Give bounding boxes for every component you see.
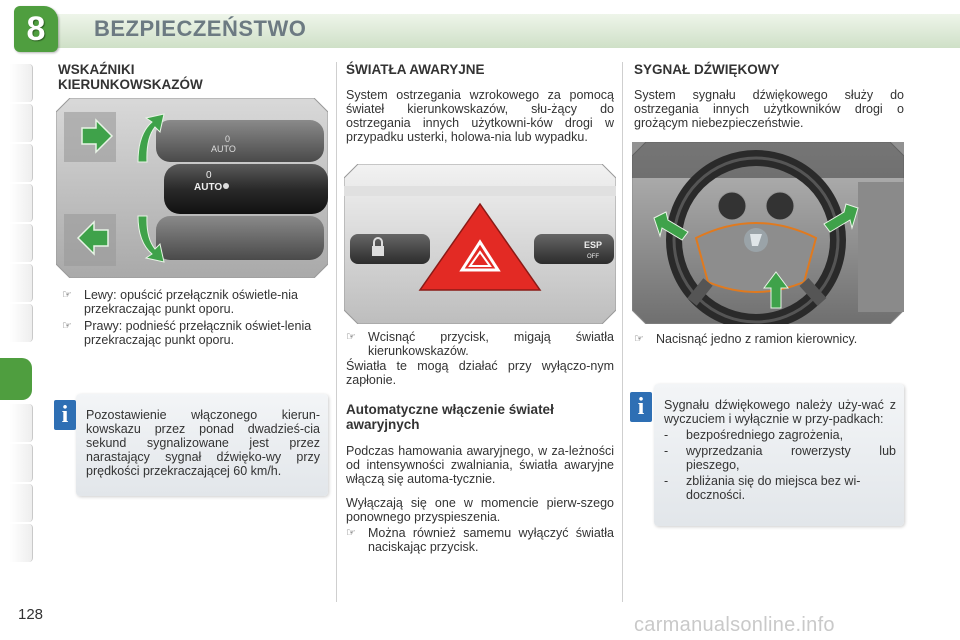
bullet-text: Lewy: opuścić przełącznik oświetle-nia przekraczając punkt oporu. <box>84 288 298 316</box>
list-item <box>664 428 896 442</box>
column-divider <box>622 62 623 602</box>
turn-signals-bullets <box>62 288 328 347</box>
list-item <box>664 474 896 502</box>
side-tab[interactable] <box>10 144 33 182</box>
pointing-hand-icon: ☞ <box>346 331 356 343</box>
chapter-number: 8 <box>26 9 46 48</box>
side-tab[interactable] <box>10 224 33 262</box>
bullet-text: Prawy: podnieść przełącznik oświet-lenia przekraczając punkt oporu. <box>84 319 312 347</box>
bullet-text: Nacisnąć jedno z ramion kierownicy. <box>656 332 858 346</box>
esp-label: ESP <box>584 240 603 250</box>
side-tab[interactable] <box>10 304 33 342</box>
turn-signals-heading-line2: KIERUNKOWSKAZÓW <box>58 77 203 92</box>
list-item <box>634 332 906 346</box>
chapter-badge <box>14 6 58 52</box>
hazard-note: Światła te mogą działać przy wyłączo-nym zapłonie. <box>346 359 614 387</box>
list-item <box>664 444 896 472</box>
column-divider <box>336 62 337 602</box>
side-tab[interactable] <box>10 484 33 522</box>
side-tab-active[interactable] <box>0 358 32 400</box>
label-auto-main: AUTO <box>194 182 223 193</box>
hazard-illustration-svg <box>344 164 616 324</box>
watermark: carmanualsonline.info <box>634 614 835 636</box>
side-tab[interactable] <box>10 184 33 222</box>
label-auto-upper: AUTO <box>211 144 236 154</box>
list-item <box>62 288 328 316</box>
info-item-text: wyprzedzania rowerzysty lub pieszego, <box>686 444 896 472</box>
info-box <box>76 394 328 496</box>
steering-wheel-illustration <box>632 142 904 324</box>
hazard-illustration <box>344 164 616 324</box>
side-tab[interactable] <box>10 404 33 442</box>
dash-marker: - <box>664 474 669 488</box>
side-tab[interactable] <box>10 64 33 102</box>
info-icon: i <box>54 400 76 430</box>
hazard-intro: System ostrzegania wzrokowego za pomocą świateł kierunkowskazów, słu-żący do ostrzegania innych użytkowni-ków drogi w przypadku usterki, holowa-nia lub wypadku. <box>346 88 614 144</box>
pointing-hand-icon: ☞ <box>62 320 72 332</box>
auto-hazard-heading <box>346 402 618 432</box>
list-item <box>62 319 328 347</box>
auto-hazard-p1: Podczas hamowania awaryjnego, w za-leżności od intensywności zwalniania, światła awaryjne włączą się automa-tycznie. <box>346 444 614 486</box>
auto-hazard-heading-line1: Automatyczne włączenie świateł <box>346 402 554 417</box>
info-box-content <box>654 384 904 502</box>
label-zero-upper: 0 <box>225 134 231 144</box>
horn-intro: System sygnału dźwiękowego służy do ostrzegania innych użytkowników drogi o grożącym niebezpieczeństwie. <box>634 88 904 130</box>
steering-wheel-svg <box>632 142 904 324</box>
side-tab[interactable] <box>10 264 33 302</box>
pointing-hand-icon: ☞ <box>346 527 356 539</box>
page-number: 128 <box>18 606 44 623</box>
horn-bullet <box>634 332 906 346</box>
stalk-illustration <box>56 98 328 278</box>
dash-marker: - <box>664 428 669 442</box>
list-item <box>346 330 614 358</box>
info-item-text: zbliżania się do miejsca bez wi-doczności. <box>686 474 861 502</box>
dash-marker: - <box>664 444 669 458</box>
side-tab[interactable] <box>10 104 33 142</box>
side-tab[interactable] <box>10 524 33 562</box>
bullet-text: Wcisnąć przycisk, migają światła kierunkowskazów. <box>368 330 614 358</box>
info-icon: i <box>630 392 652 422</box>
bullet-text: Można również samemu wyłączyć światła naciskając przycisk. <box>368 526 614 554</box>
label-zero-main: 0 <box>206 170 212 181</box>
auto-hazard-p2: Wyłączają się one w momencie pierw-szego ponownego przyspieszenia. <box>346 496 614 524</box>
auto-hazard-heading-line2: awaryjnych <box>346 417 420 432</box>
horn-heading: SYGNAŁ DŹWIĘKOWY <box>634 62 780 77</box>
turn-signals-heading <box>58 62 328 92</box>
list-item <box>346 526 614 554</box>
peugeot-logo-icon <box>744 228 768 252</box>
pointing-hand-icon: ☞ <box>62 289 72 301</box>
esp-off-label: OFF <box>587 254 599 260</box>
info-box <box>654 384 904 526</box>
info-item-text: bezpośredniego zagrożenia, <box>686 428 844 442</box>
page-title: BEZPIECZEŃSTWO <box>94 16 307 41</box>
turn-signals-heading-line1: WSKAŹNIKI <box>58 62 135 77</box>
auto-hazard-bullet <box>346 526 614 554</box>
hazard-heading: ŚWIATŁA AWARYJNE <box>346 62 485 77</box>
pointing-hand-icon: ☞ <box>634 333 644 345</box>
info-intro: Sygnału dźwiękowego należy uży-wać z wyczuciem i wyłącznie w przy-padkach: <box>664 398 896 426</box>
stalk-illustration-svg <box>56 98 328 278</box>
hazard-bullet <box>346 330 614 358</box>
side-tab[interactable] <box>10 444 33 482</box>
info-text: Pozostawienie włączonego kierun-kowskazu przez ponad dwadzieś-cia sekund sygnalizowane jest przez narastający sygnał dźwięko-wy przy prędkości przekraczającej 60 km/h. <box>86 408 320 478</box>
